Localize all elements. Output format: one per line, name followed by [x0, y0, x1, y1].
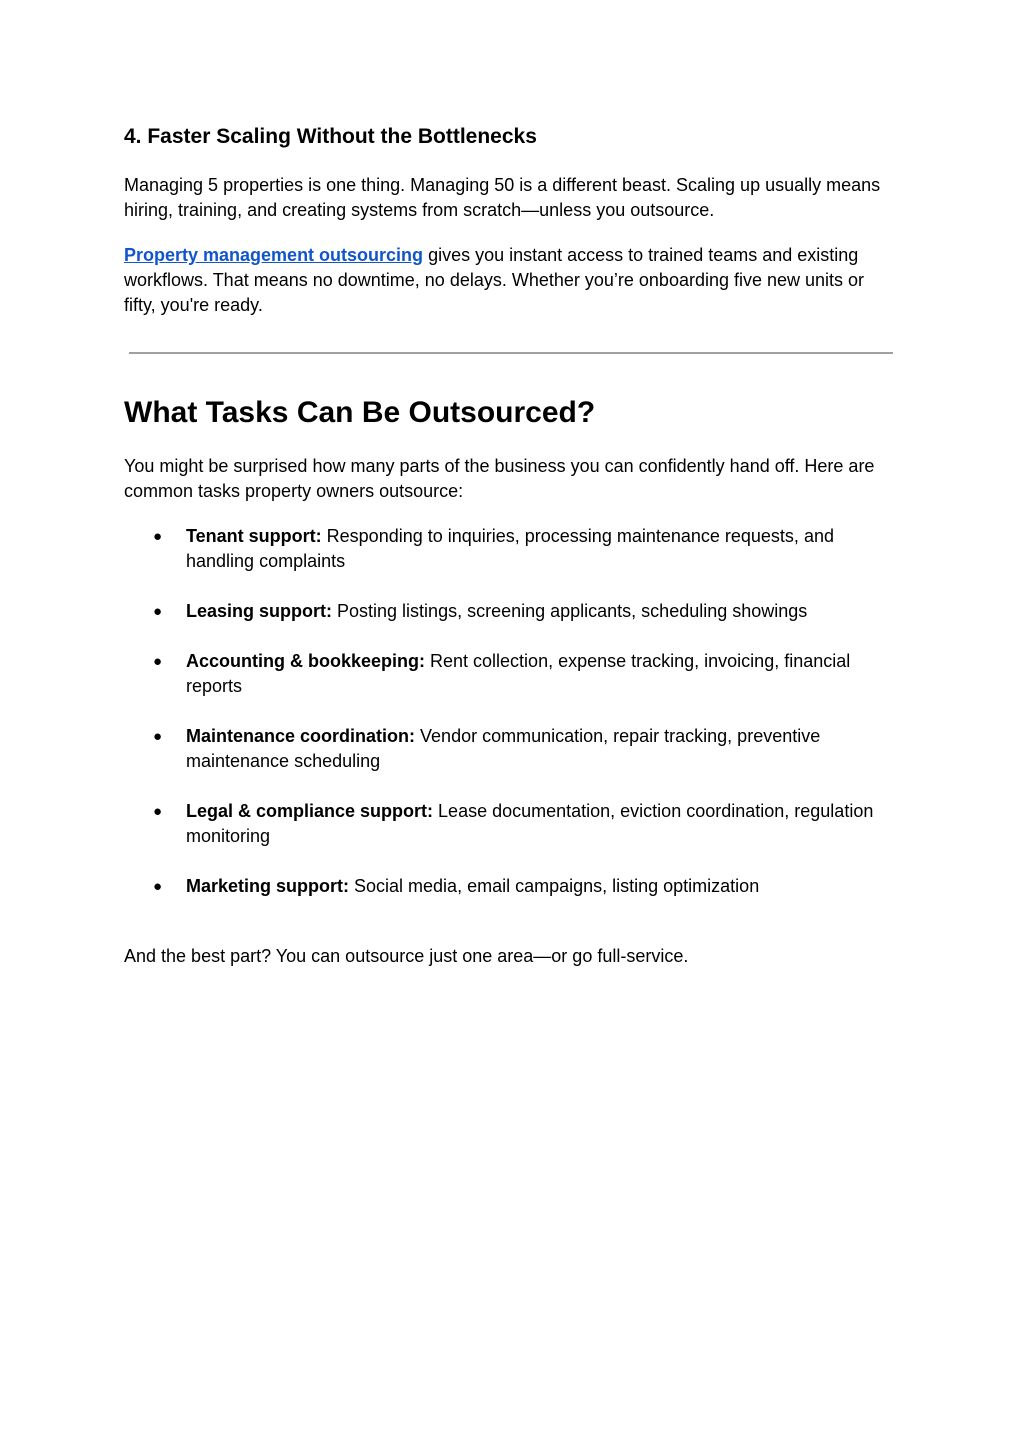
task-list — [124, 524, 900, 924]
paragraph-intro: You might be surprised how many parts of the business you can confidently hand off. Here are common tasks property owners outsource: — [124, 456, 875, 501]
bullet-icon: ● — [153, 603, 163, 620]
list-item-desc: Posting listings, screening applicants, scheduling showings — [332, 601, 808, 621]
list-item — [124, 724, 900, 774]
horizontal-divider — [129, 352, 893, 354]
paragraph-outsourcing — [124, 243, 900, 318]
list-item — [124, 599, 900, 624]
list-item — [124, 524, 900, 574]
bullet-icon: ● — [153, 653, 163, 670]
bullet-icon: ● — [153, 528, 163, 545]
bullet-icon: ● — [153, 803, 163, 820]
list-item — [124, 874, 900, 899]
list-item-term: Marketing support: — [186, 876, 350, 896]
list-item-desc: Rent collection, expense tracking, invoicing, financial reports — [186, 651, 851, 696]
paragraph-closing: And the best part? You can outsource just one area—or go full-service. — [124, 946, 689, 966]
list-item-term: Maintenance coordination: — [186, 726, 416, 746]
list-item-term: Tenant support: — [186, 526, 322, 546]
paragraph-scaling: Managing 5 properties is one thing. Managing 50 is a different beast. Scaling up usually means hiring, training, and creating systems from scratch—unless you outsource. — [124, 175, 881, 220]
list-item-desc: Vendor communication, repair tracking, preventive maintenance scheduling — [186, 726, 821, 771]
bullet-icon: ● — [153, 878, 163, 895]
paragraph-outsourcing-text: gives you instant access to trained teams and existing workflows. That means no downtime, no delays. Whether you’re onboarding five new units or fifty, you're ready. — [124, 245, 865, 315]
list-item-term: Accounting & bookkeeping: — [186, 651, 426, 671]
list-item-term: Legal & compliance support: — [186, 801, 434, 821]
list-item — [124, 799, 900, 849]
list-item-desc: Lease documentation, eviction coordination, regulation monitoring — [186, 801, 874, 846]
page-heading: What Tasks Can Be Outsourced? — [124, 396, 596, 429]
list-item-desc: Responding to inquiries, processing maintenance requests, and handling complaints — [186, 526, 834, 571]
property-management-outsourcing-link[interactable]: Property management outsourcing — [124, 245, 424, 265]
bullet-icon: ● — [153, 728, 163, 745]
list-item-desc: Social media, email campaigns, listing optimization — [349, 876, 760, 896]
list-item — [124, 649, 900, 699]
section-heading: 4. Faster Scaling Without the Bottlenecks — [124, 125, 537, 148]
list-item-term: Leasing support: — [186, 601, 333, 621]
